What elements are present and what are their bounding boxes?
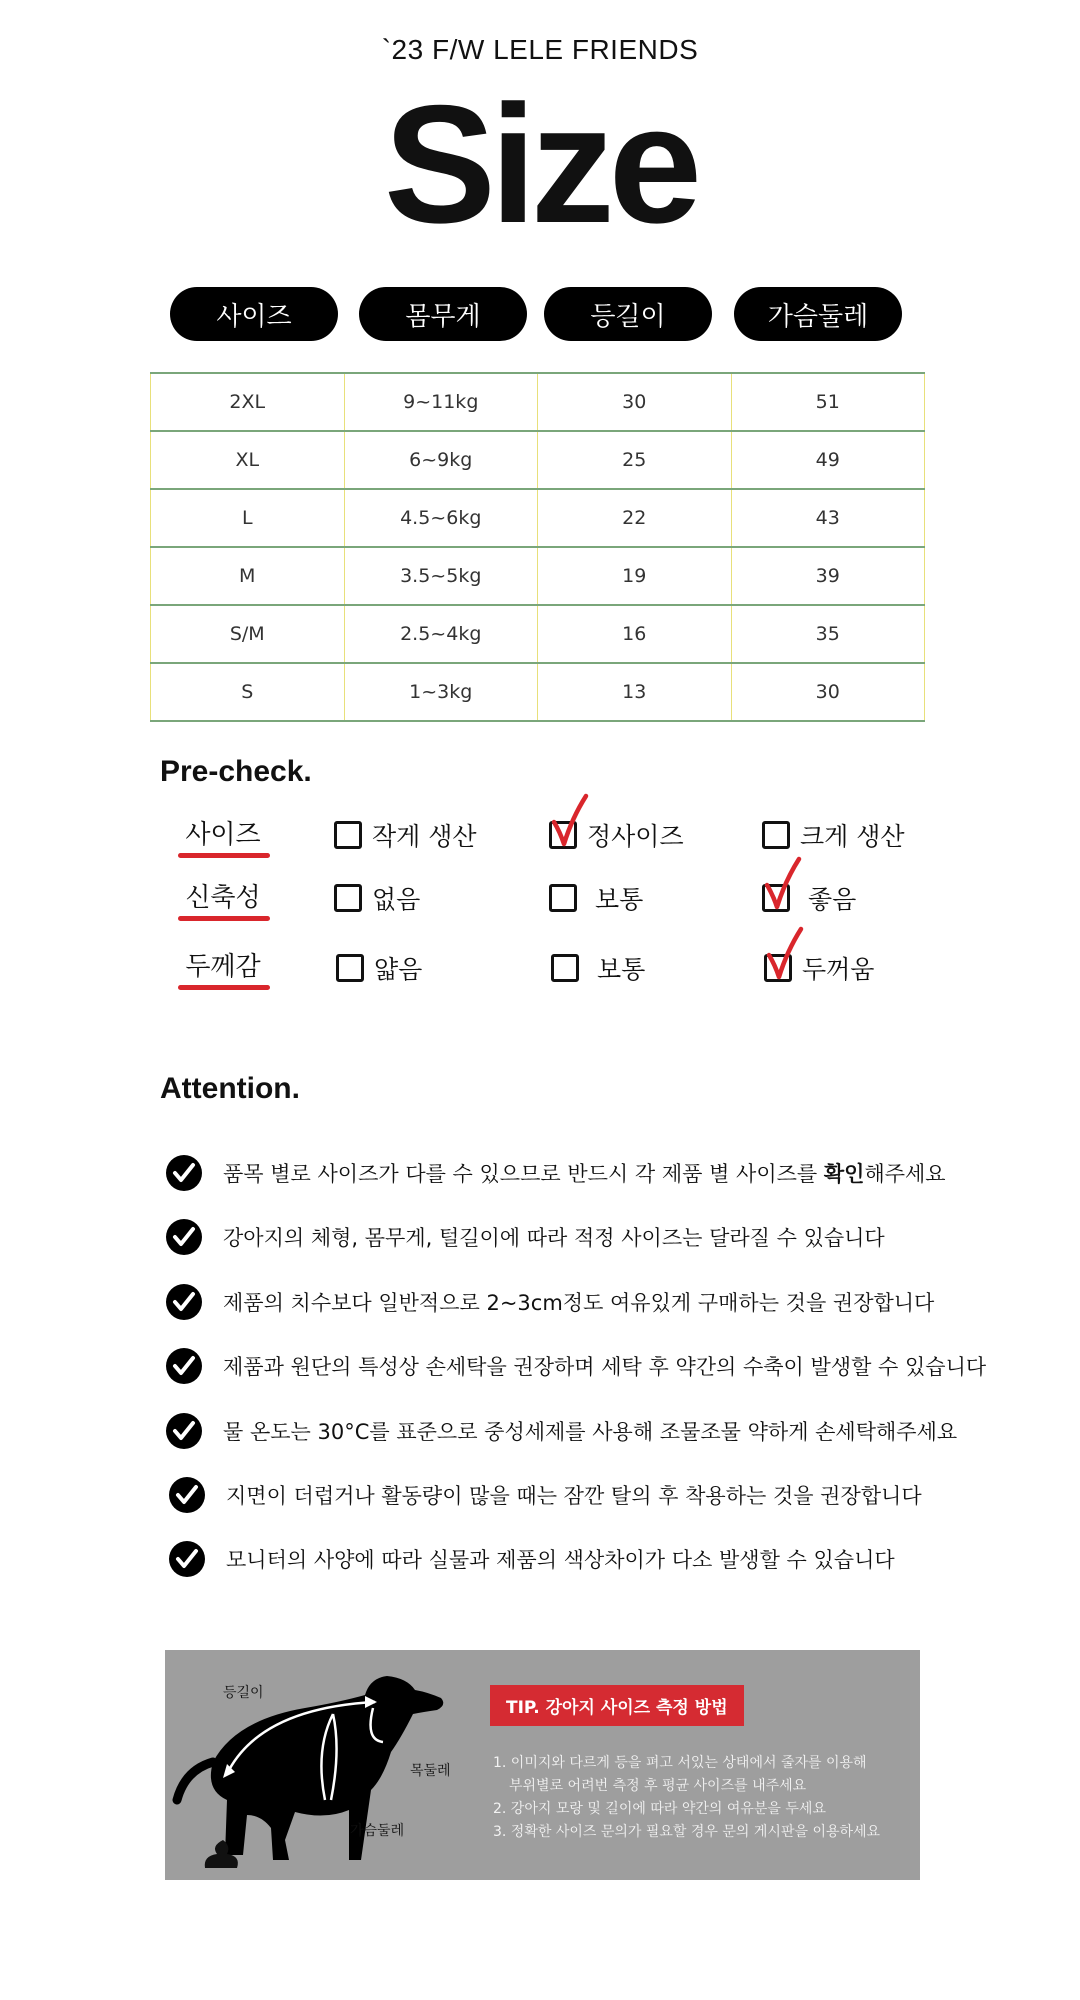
table-row	[151, 605, 925, 663]
label-chest: 가슴둘레	[350, 1823, 405, 1839]
table-cell: 39	[731, 547, 925, 605]
attention-text: 물 온도는 30°C를 표준으로 중성세제를 사용해 조물조물 약하게 손세탁해주세요	[223, 1420, 958, 1444]
option-good[interactable]	[762, 880, 856, 916]
header-pill-chest: 가슴둘레	[734, 287, 902, 341]
precheck-label-stretch: 신축성	[185, 883, 261, 913]
option-label: 작게 생산	[372, 822, 477, 851]
attention-item	[165, 1154, 946, 1192]
tip-line: 2. 강아지 모랑 및 길이에 따라 약간의 여유분을 두세요	[493, 1801, 826, 1817]
check-circle-icon	[165, 1218, 203, 1256]
table-cell: 25	[538, 431, 732, 489]
table-cell: L	[151, 489, 345, 547]
table-cell: S/M	[151, 605, 345, 663]
check-circle-icon	[168, 1476, 206, 1514]
precheck-underline	[178, 853, 270, 858]
page-title: Size	[383, 70, 697, 258]
option-thick[interactable]	[764, 950, 874, 986]
attention-text: 모니터의 사양에 따라 실물과 제품의 색상차이가 다소 발생할 수 있습니다	[226, 1548, 895, 1572]
attention-text: 제품과 원단의 특성상 손세탁을 권장하며 세탁 후 약간의 수축이 발생할 수 있습니다	[223, 1355, 987, 1379]
option-thin[interactable]	[336, 950, 422, 986]
checkbox-unchecked[interactable]	[334, 884, 362, 912]
precheck-underline	[178, 985, 270, 990]
checkbox-unchecked[interactable]	[336, 954, 364, 982]
attention-item	[165, 1347, 986, 1385]
table-cell: 6~9kg	[344, 431, 538, 489]
collection-subtitle: `23 F/W LELE FRIENDS	[381, 34, 699, 65]
attention-item	[165, 1218, 885, 1256]
attention-item	[165, 1412, 957, 1450]
checkbox-checked[interactable]	[764, 954, 792, 982]
precheck-label-size: 사이즈	[185, 820, 261, 850]
table-cell: 2XL	[151, 373, 345, 431]
attention-text: 제품의 치수보다 일반적으로 2~3cm정도 여유있게 구매하는 것을 권장합니다	[223, 1291, 935, 1315]
label-neck: 목둘레	[410, 1763, 451, 1779]
checkbox-unchecked[interactable]	[334, 821, 362, 849]
check-circle-icon	[165, 1347, 203, 1385]
table-cell: 43	[731, 489, 925, 547]
table-cell: S	[151, 663, 345, 721]
precheck-heading: Pre-check.	[160, 755, 312, 788]
header-pill-size: 사이즈	[170, 287, 338, 341]
attention-text: 지면이 더럽거나 활동량이 많을 때는 잠깐 탈의 후 착용하는 것을 권장합니다	[226, 1484, 922, 1508]
table-cell: M	[151, 547, 345, 605]
table-cell: 1~3kg	[344, 663, 538, 721]
option-label: 보통	[595, 885, 644, 914]
table-cell: 30	[731, 663, 925, 721]
table-row	[151, 373, 925, 431]
precheck-label-thickness: 두께감	[185, 952, 261, 982]
attention-text: 품목 별로 사이즈가 다를 수 있으므로 반드시 각 제품 별 사이즈를 확인해주세요	[223, 1162, 946, 1186]
checkbox-unchecked[interactable]	[762, 821, 790, 849]
option-normal[interactable]	[549, 880, 643, 916]
option-true-size[interactable]	[549, 817, 684, 853]
precheck-underline	[178, 916, 270, 921]
size-table	[150, 372, 925, 722]
header-pill-weight: 몸무게	[359, 287, 527, 341]
option-label: 없음	[372, 885, 421, 914]
red-check-icon	[765, 927, 805, 983]
table-cell: 35	[731, 605, 925, 663]
checkbox-checked[interactable]	[762, 884, 790, 912]
option-label: 보통	[597, 955, 646, 984]
check-circle-icon	[165, 1412, 203, 1450]
option-none[interactable]	[334, 880, 420, 916]
attention-text: 강아지의 체형, 몸무게, 털길이에 따라 적정 사이즈는 달라질 수 있습니다	[223, 1226, 885, 1250]
option-normal[interactable]	[551, 950, 645, 986]
option-label: 좋음	[808, 885, 857, 914]
table-row	[151, 431, 925, 489]
tip-line: 3. 정확한 사이즈 문의가 필요할 경우 문의 게시판을 이용하세요	[493, 1824, 881, 1840]
check-circle-icon	[165, 1283, 203, 1321]
checkbox-unchecked[interactable]	[551, 954, 579, 982]
table-cell: 16	[538, 605, 732, 663]
check-circle-icon	[165, 1154, 203, 1192]
check-circle-icon	[168, 1540, 206, 1578]
checkbox-checked[interactable]	[549, 821, 577, 849]
table-cell: 19	[538, 547, 732, 605]
table-cell: 2.5~4kg	[344, 605, 538, 663]
option-label: 두꺼움	[802, 955, 875, 984]
table-cell: 13	[538, 663, 732, 721]
attention-item	[168, 1476, 922, 1514]
table-cell: 30	[538, 373, 732, 431]
option-large[interactable]	[762, 817, 905, 853]
table-cell: 22	[538, 489, 732, 547]
tip-badge: TIP. 강아지 사이즈 측정 방법	[490, 1685, 744, 1726]
table-row	[151, 547, 925, 605]
label-back-length: 등길이	[223, 1685, 264, 1701]
table-row	[151, 489, 925, 547]
table-cell: 49	[731, 431, 925, 489]
header-pill-back-length: 등길이	[544, 287, 712, 341]
option-label: 정사이즈	[587, 822, 684, 851]
checkbox-unchecked[interactable]	[549, 884, 577, 912]
table-cell: XL	[151, 431, 345, 489]
table-row	[151, 663, 925, 721]
red-check-icon	[550, 794, 590, 850]
option-label: 얇음	[374, 955, 423, 984]
table-cell: 51	[731, 373, 925, 431]
table-cell: 9~11kg	[344, 373, 538, 431]
tip-box	[165, 1650, 920, 1880]
tip-line: 부위별로 어려번 측정 후 평균 사이즈를 내주세요	[509, 1778, 807, 1794]
attention-heading: Attention.	[160, 1072, 300, 1105]
option-label: 크게 생산	[800, 822, 905, 851]
attention-item	[168, 1540, 895, 1578]
option-small[interactable]	[334, 817, 477, 853]
red-check-icon	[763, 857, 803, 913]
table-cell: 3.5~5kg	[344, 547, 538, 605]
table-cell: 4.5~6kg	[344, 489, 538, 547]
attention-item	[165, 1283, 934, 1321]
tip-line: 1. 이미지와 다르게 등을 펴고 서있는 상태에서 줄자를 이용해	[493, 1755, 867, 1771]
